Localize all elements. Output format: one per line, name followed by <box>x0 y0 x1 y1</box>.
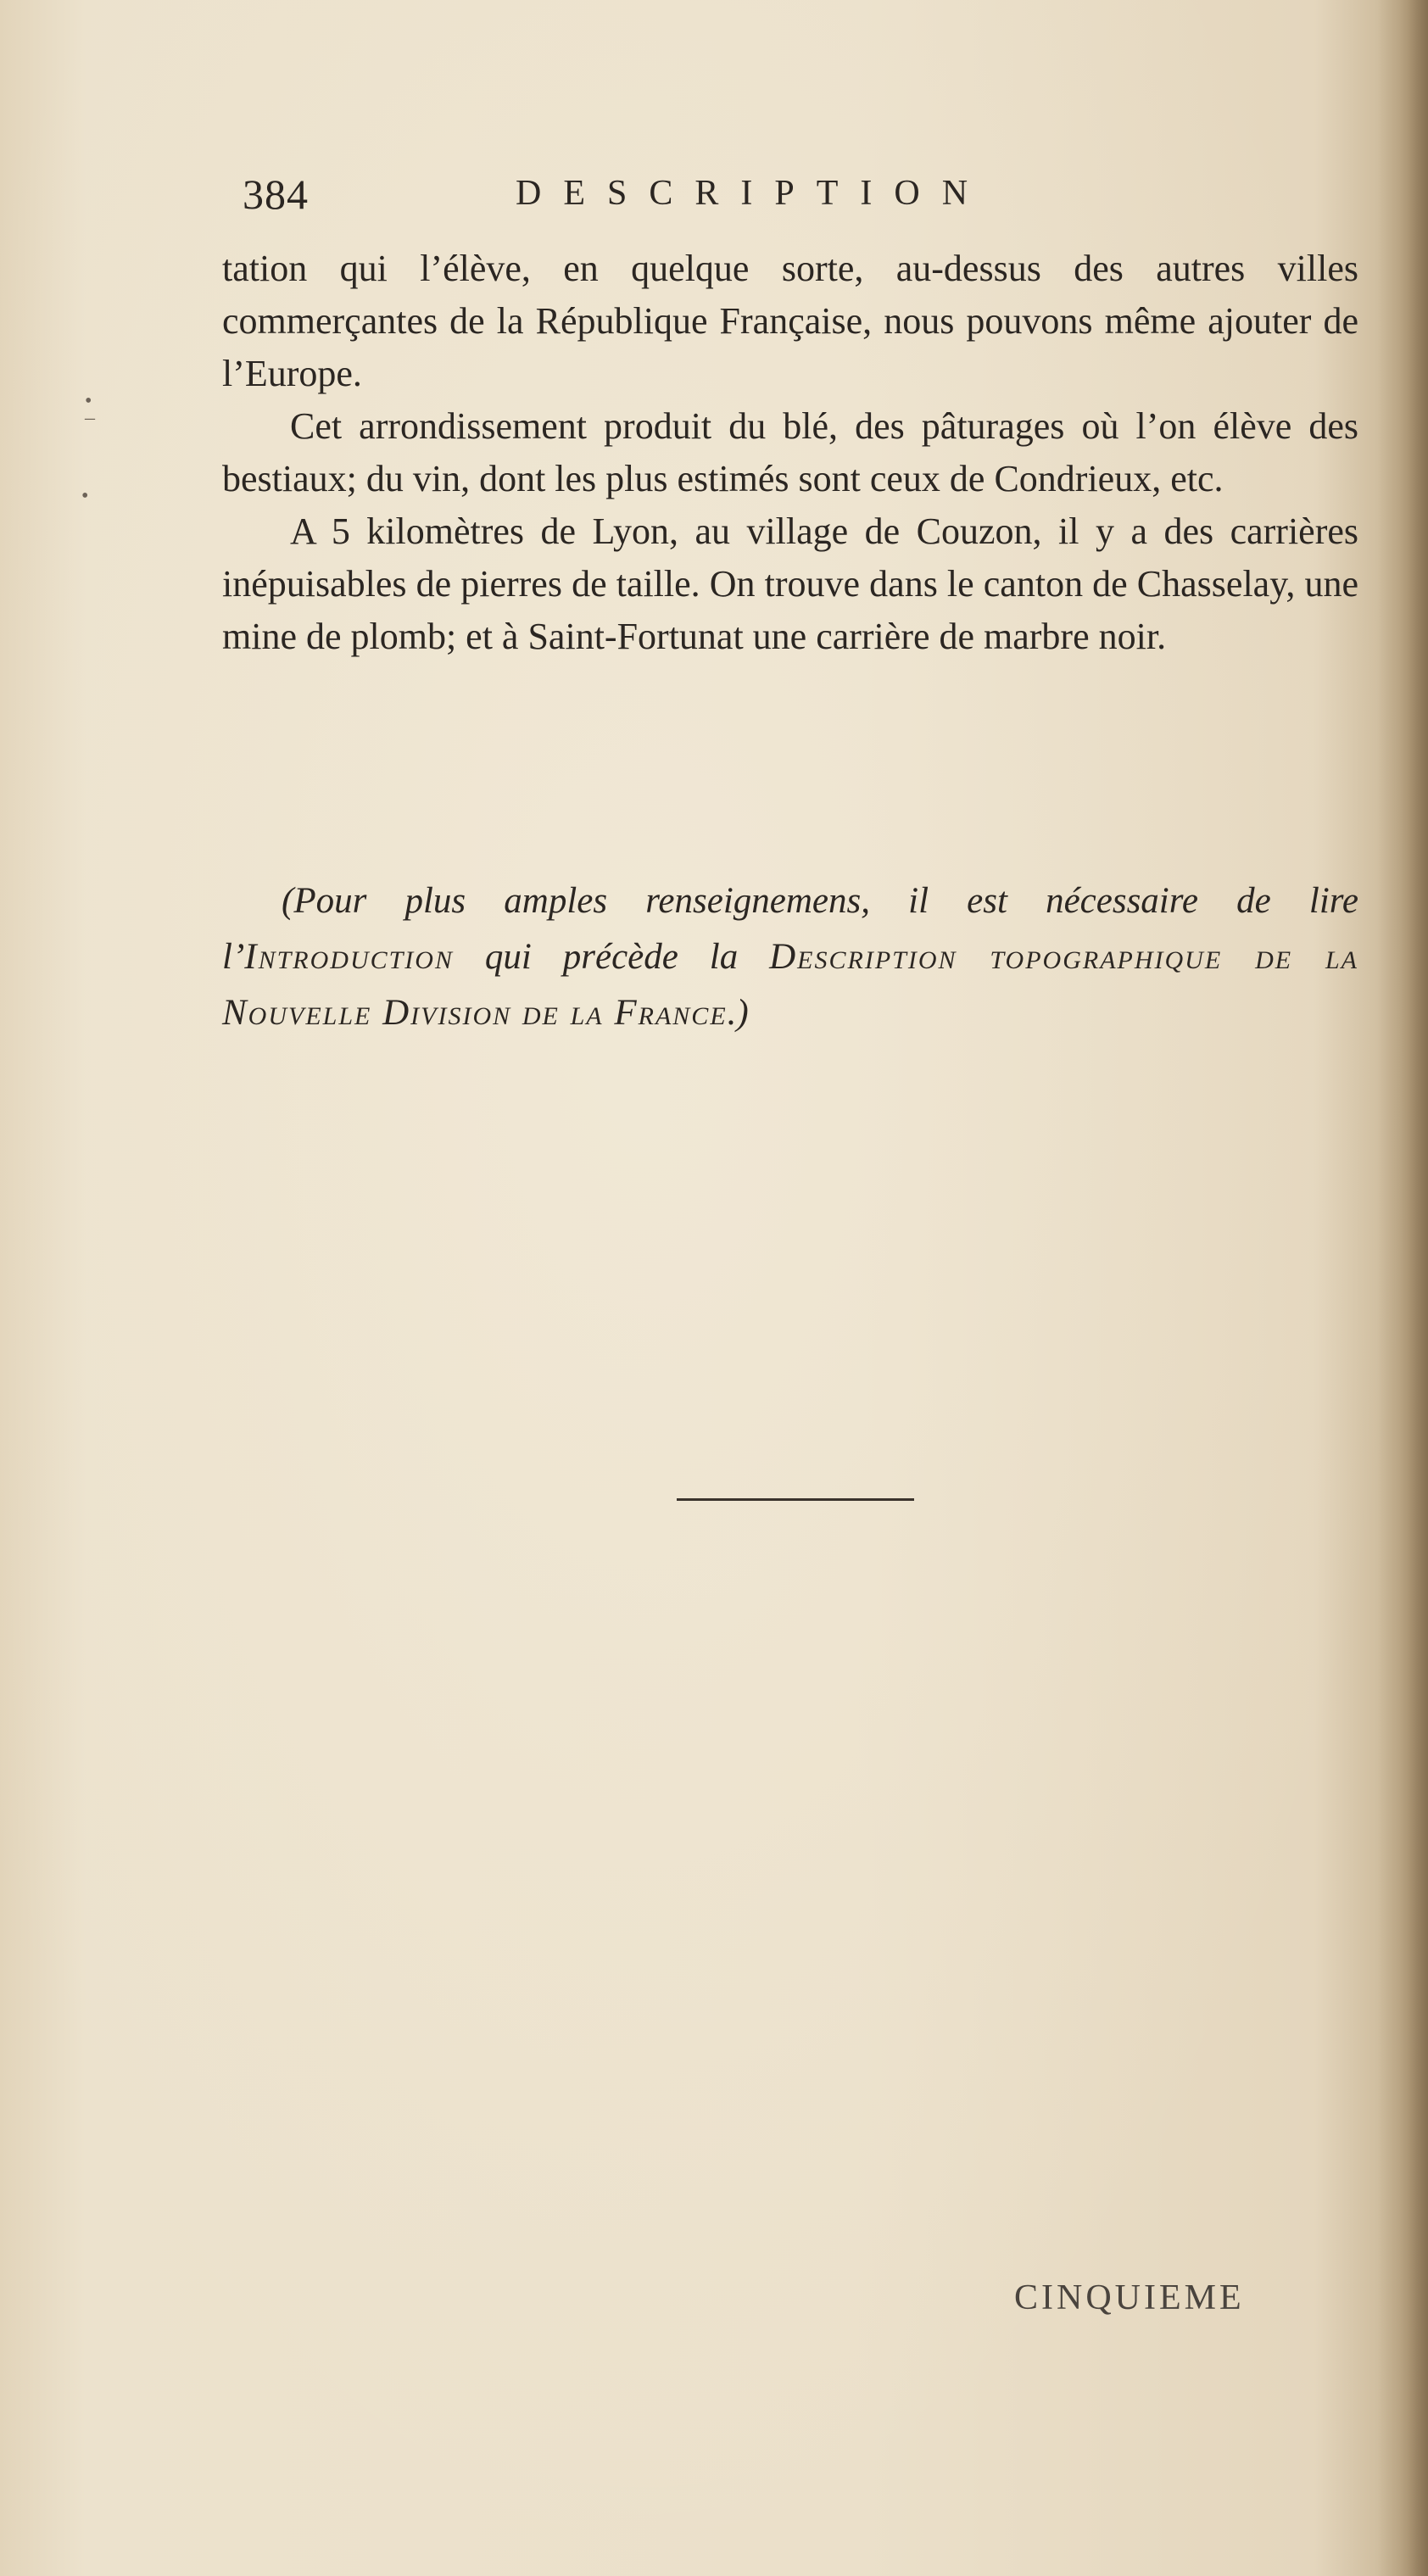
margin-mark: – <box>85 407 95 429</box>
spine-shadow <box>1377 0 1428 2576</box>
note-introduction: Introduction <box>244 937 454 977</box>
note-open: ( <box>282 881 294 921</box>
paragraph: Cet arrondissement produit du blé, des pâturages où l’on élève des bestiaux; du vin, dont les plus estimés sont ceux de Condrieux, etc. <box>222 405 1358 499</box>
page-header <box>243 170 1345 229</box>
section-divider <box>677 1498 914 1501</box>
catchword: CINQUIEME <box>1014 2278 1245 2317</box>
paragraph: tation qui l’élève, en quelque sorte, au-dessus des autres villes commerçantes de la République Française, nous pouvons même ajouter de l’Europe. <box>222 248 1358 394</box>
note-description-title: Description topographique de la Nouvelle Division de la France <box>222 937 1358 1033</box>
margin-mark: • <box>85 390 92 412</box>
note-text: Pour plus amples renseignemens, il est nécessaire de lire l’ <box>222 881 1358 977</box>
margin-mark: • <box>81 485 89 507</box>
paragraph: A 5 kilomètres de Lyon, au village de Couzon, il y a des carrières inépuisables de pierres de taille. On trouve dans le canton de Chasselay, une mine de plomb; et à Saint-Fortunat une carrière de marbre noir. <box>222 510 1358 657</box>
running-head: DESCRIPTION <box>516 174 990 213</box>
note-text: qui précède la <box>453 937 770 977</box>
footnote-reference <box>222 873 1358 1041</box>
page-number: 384 <box>243 170 309 218</box>
note-close: .) <box>727 993 749 1033</box>
body-text <box>222 243 1358 663</box>
